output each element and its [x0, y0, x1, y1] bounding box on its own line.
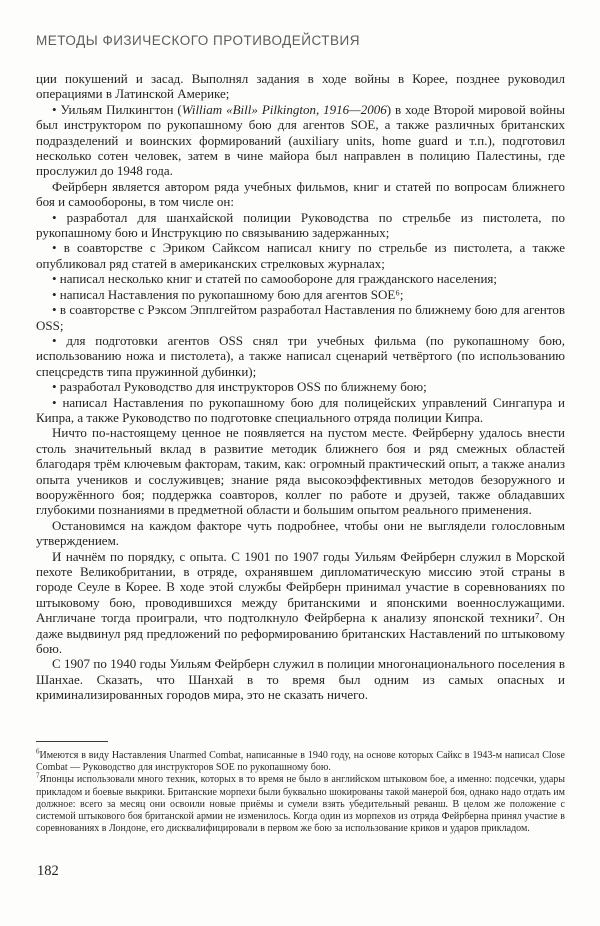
- body-text-column: [36, 71, 565, 703]
- bullet-item: • разработал Руководство для инструкторов OSS по ближнему бою;: [52, 379, 427, 395]
- bullet-text-post: ) в ходе Второй мировой войны был инструктором по рукопашному бою для агентов SOE, а также различных британских подразделений и воинских формирований (auxiliary units, home guard и т.п.), подготовил несколько сотен человек, затем в чине майора был направлен в полицию Палестины, где прослужил до 1948 года.: [36, 101, 565, 179]
- bullet-item: • написал Наставления по рукопашному бою для полицейских управлений Сингапура и Кипра, а также Руководство по подготовке специального отряда полиции Кипра.: [36, 394, 565, 425]
- footnote: [36, 774, 565, 835]
- footnote-text: Имеются в виду Наставления Unarmed Combat, написанные в 1940 году, на основе которых Сайкс в 1943-м написал Close Combat — Руководство для инструкторов SOE по рукопашному бою.: [36, 750, 565, 774]
- bullet-item: • написал Наставления по рукопашному бою для агентов SOE⁶;: [52, 286, 404, 302]
- paragraph: Ничто по-настоящему ценное не появляется на пустом месте. Фейрберну удалось внести столь значительный вклад в развитие методик ближнего боя и ряд смежных областей благодаря трём ключевым факторам, таким, как: огромный практический опыт, а также анализ опыта учеников и сослуживцев; знание ряда высокоэффективных методов безоружного и вооружённого боя; поддержка соавторов, коллег по работе и друзей, также обладавших глубокими познаниями в предметной области и большим опытом реального применения.: [36, 425, 565, 518]
- footnote-marker: 6: [36, 747, 40, 756]
- bullet-item: • в соавторстве с Рэксом Эпплгейтом разработал Наставления по ближнему бою для агентов OSS;: [36, 302, 565, 333]
- page-number: 182: [37, 863, 59, 879]
- footnote-marker: 7: [36, 772, 40, 781]
- footnote-separator: [36, 741, 108, 742]
- paragraph: И начнём по порядку, с опыта. С 1901 по 1907 годы Уильям Фейрберн служил в Морской пехоте Великобритании, в отряде, охранявшем дипломатическую миссию этой страны в городе Сеуле в Корее. В ходе этой службы Фейрберн принимал участие в соревнованиях по штыковому бою, проводившихся между британскими и японскими военнослужащими. Англичане тогда проиграли, что подтолкнуло Фейрберна к анализу японской техники⁷. Он даже выдвинул ряд предложений по реформированию британских Наставлений по штыковому бою.: [36, 548, 565, 657]
- bullet-item: • для подготовки агентов OSS снял три учебных фильма (по рукопашному бою, использованию ножа и пистолета), а также написал сценарий четвёртого (по использованию спецсредств типа пружинной дубинки);: [36, 332, 565, 379]
- paragraph: Остановимся на каждом факторе чуть подробнее, чтобы они не выглядели голословным утверждением.: [36, 517, 565, 549]
- bullet-item: • написал несколько книг и статей по самообороне для гражданского населения;: [52, 271, 498, 287]
- paragraph: Фейрберн является автором ряда учебных фильмов, книг и статей по вопросам ближнего боя и самообороны, в том числе он:: [36, 178, 565, 210]
- paragraph: С 1907 по 1940 годы Уильям Фейрберн служил в полиции многонационального поселения в Шанхае. Сказать, что Шанхай в то время был одним из самых опасных и криминализированных городов мира, это не сказать ничего.: [36, 656, 565, 703]
- footnote: [36, 747, 565, 774]
- bullet-item-pilkington: [36, 102, 565, 179]
- bullet-text-italic-name: William «Bill» Pilkington, 1916—2006: [181, 101, 387, 117]
- bullet-item: • разработал для шанхайской полиции Руководства по стрельбе из пистолета, по рукопашному бою и Инструкцию по связыванию задержанных;: [36, 209, 565, 241]
- running-header: МЕТОДЫ ФИЗИЧЕСКОГО ПРОТИВОДЕЙСТВИЯ: [36, 33, 361, 48]
- bullet-item: • в соавторстве с Эриком Сайксом написал книгу по стрельбе из пистолета, а также опубликовал ряд статей в американских стрелковых журналах;: [36, 240, 565, 271]
- footnotes-block: [36, 741, 565, 835]
- bullet-text-pre: • Уильям Пилкингтон (: [52, 101, 182, 117]
- paragraph-continuation: ции покушений и засад. Выполнял задания в ходе войны в Корее, позднее руководил операциями в Латинской Америке;: [36, 71, 565, 102]
- footnote-text: Японцы использовали много техник, которых в то время не было в английском штыковом бое, а именно: подсечки, удары прикладом и боевые выкрики. Британские морпехи были буквально шокированы такой манерой боя, однако надо отдать им должное: всего за месяц они освоили новые приёмы и сумели взять убедительный реванш. В целом же положение с системой штыкового боя британской армии не изменилось. Когда один из морпехов из отряда Фейрберна принял участие в соревнованиях в Лондоне, его дисквалифицировали в первом же бою за использование криков и ударов прикладом.: [36, 774, 565, 835]
